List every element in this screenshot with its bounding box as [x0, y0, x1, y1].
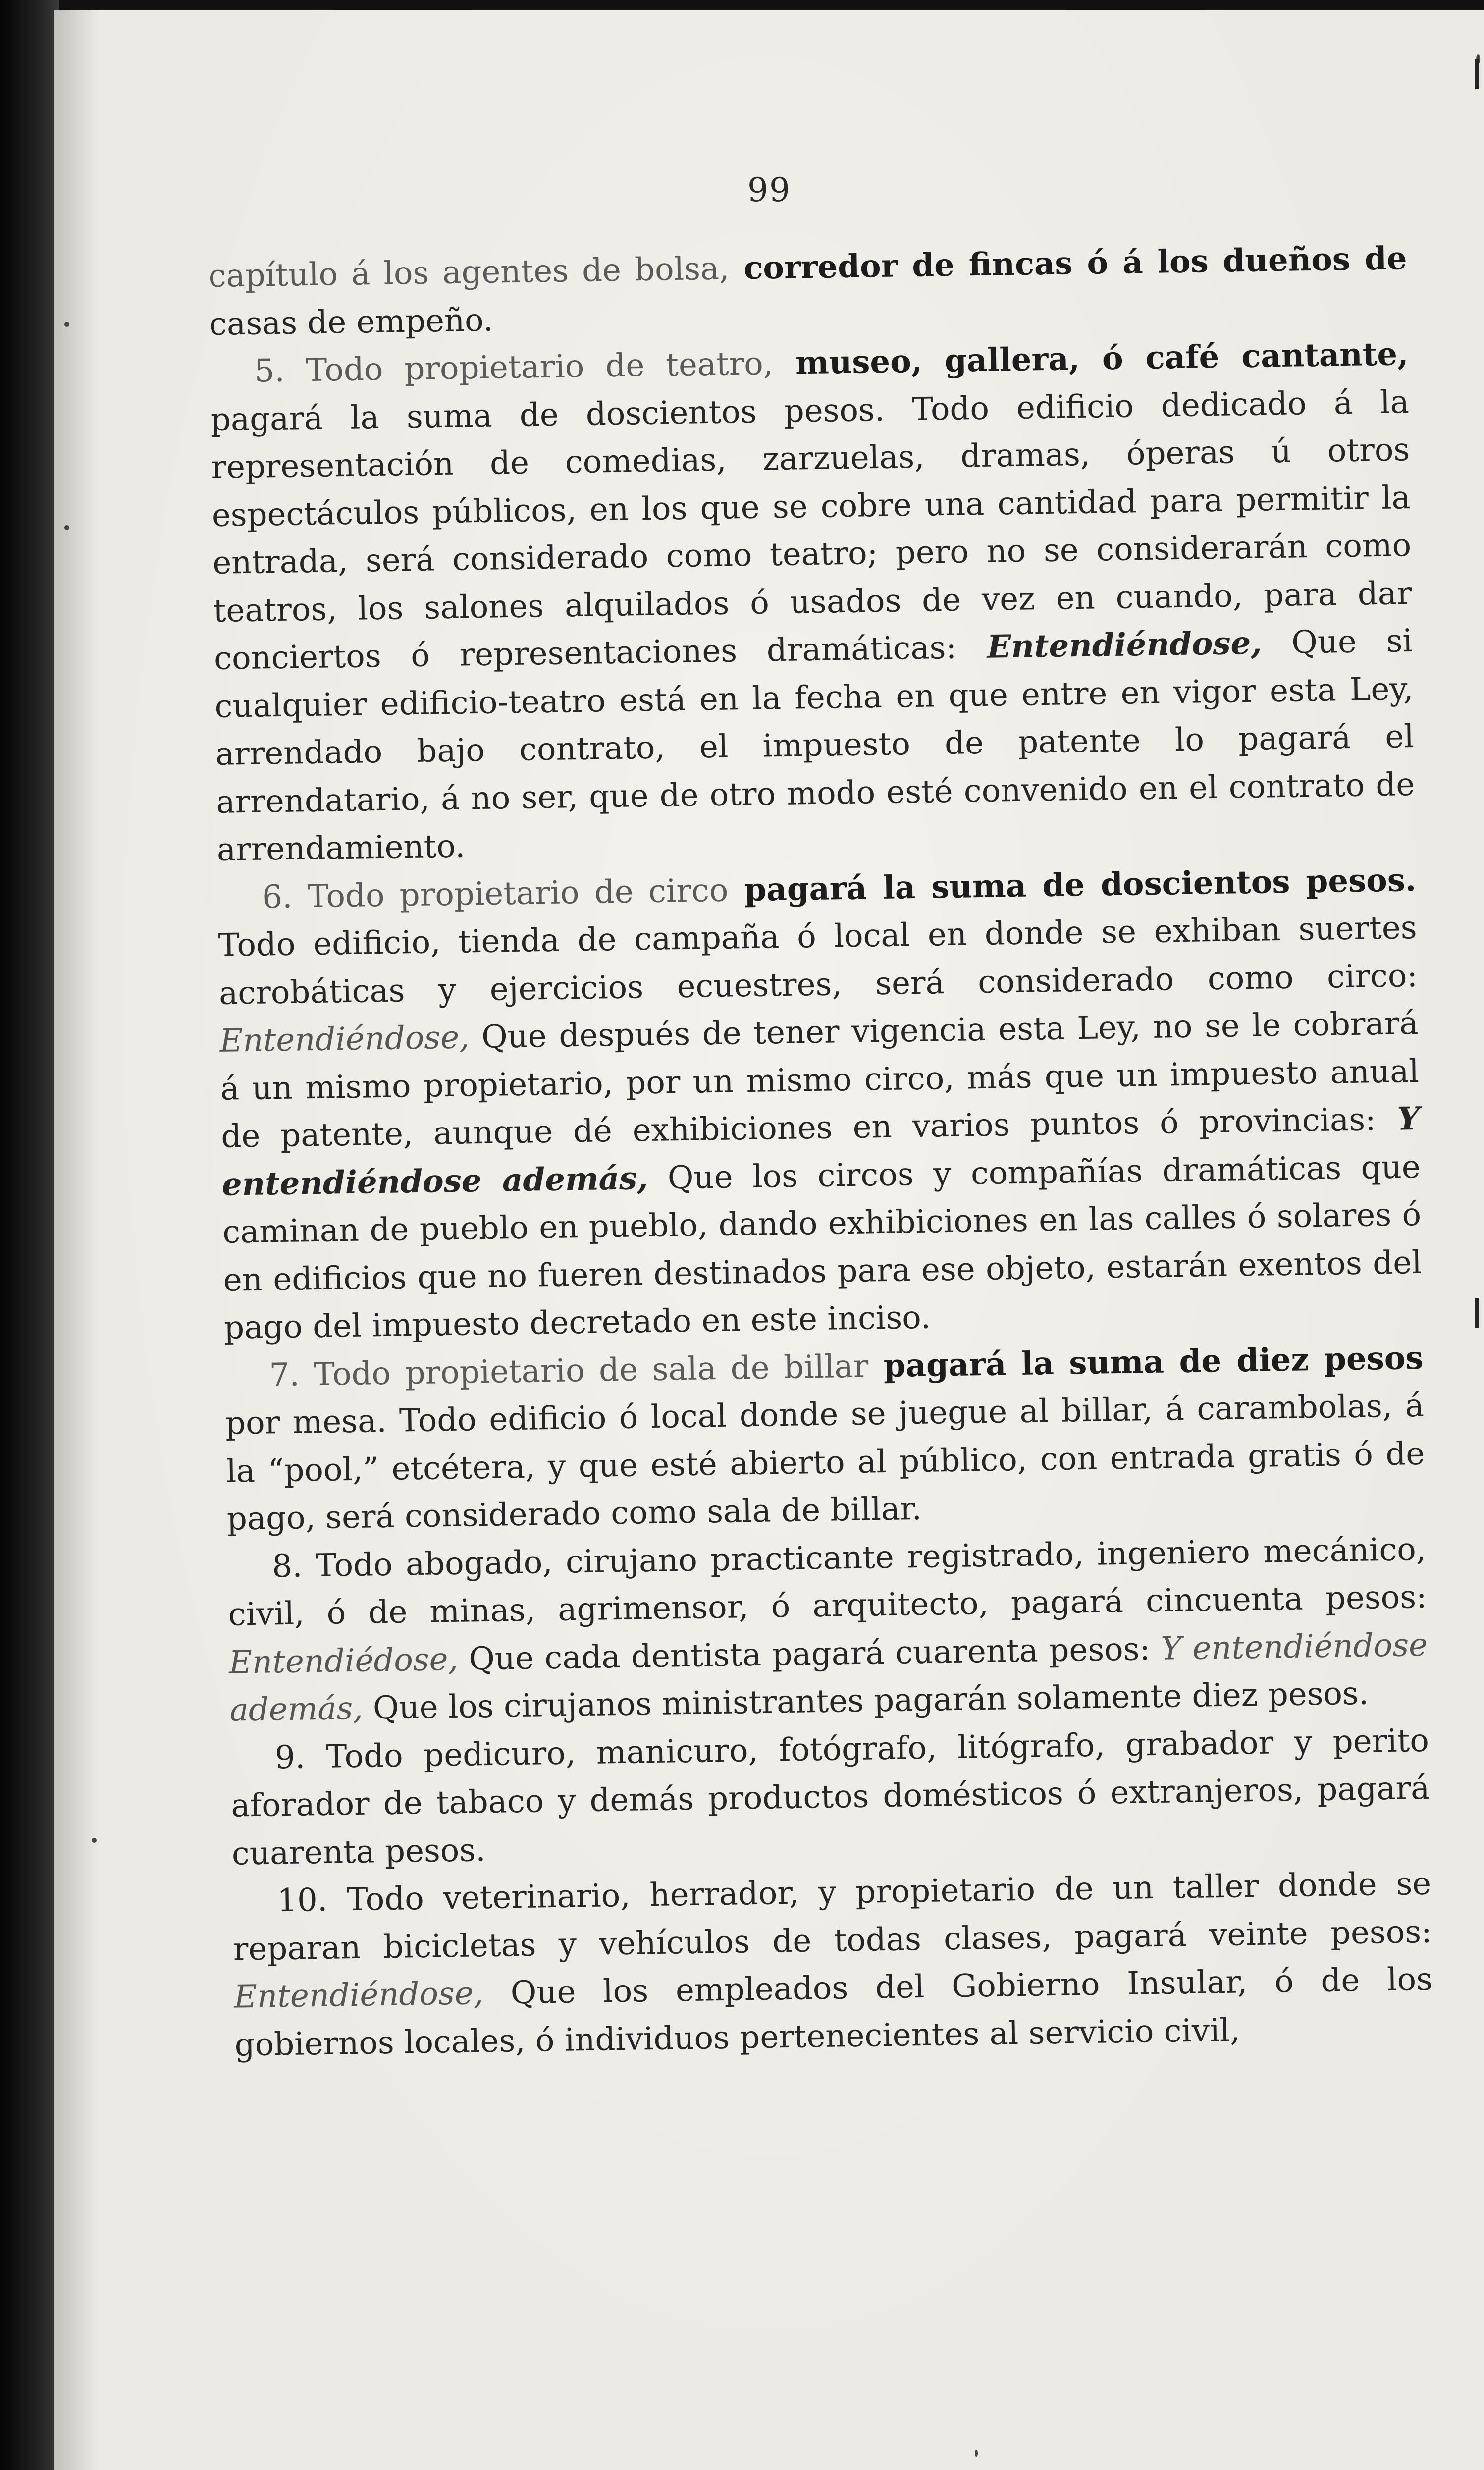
- paragraph-bold: pagará la suma de diez pesos: [868, 1339, 1424, 1385]
- page-number: 99: [747, 171, 791, 209]
- scan-speck: [64, 322, 69, 327]
- paragraph-text: Que cada dentista pagará cuarenta pesos:: [458, 1630, 1151, 1678]
- scan-speck: [975, 2450, 978, 2457]
- paragraph-italic: Entendiéndose,: [219, 1019, 470, 1060]
- paragraph-text: pagará la suma de doscientos pesos. Todo edificio dedicado á la representación de comedias, zarzuelas, dramas, óperas ú otros espectáculos públicos, en los que se cobre una cantidad para permitir la entrada, será considerado como teatro; pero no se considerarán como teatros, los salones alquilados ó usados de vez en cuando, para dar conciertos ó representaciones dramáticas:: [210, 383, 1413, 677]
- paragraph-lead: 5. Todo propietario de teatro,: [254, 345, 774, 390]
- paragraph-text: Todo edificio, tienda de campaña ó local en donde se exhiban suertes acrobáticas y ejercicios ecuestres, será considerado como circo:: [218, 909, 1418, 1012]
- paragraph-10: [232, 1860, 1433, 2069]
- paragraph-8: [227, 1525, 1429, 1734]
- paragraph-lead: 10. Todo veterinario, herrador, y propietario de un taller donde se reparan bicicletas y vehículos de todas clases, pagará veinte pesos:: [233, 1865, 1432, 1968]
- scan-speck: [64, 525, 69, 530]
- paragraph-bold: museo, gallera, ó café cantante,: [773, 335, 1409, 382]
- paragraph-bold: corredor de fincas ó á los dueños de: [729, 240, 1408, 287]
- paragraph-lead: 8. Todo abogado, cirujano practicante registrado, ingeniero mecánico, civil, ó de minas, agrimensor, ó arquitecto, pagará cincuenta pesos:: [228, 1531, 1428, 1633]
- paragraph-text: Que si cualquier edificio-teatro está en la fecha en que entre en vigor esta Ley, arrendado bajo contrato, el impuesto de patente lo pagará el arrendatario, á no ser, que de otro modo esté convenido en el contrato de arrendamiento.: [214, 623, 1415, 868]
- paragraph-text: Que los cirujanos ministrantes pagarán solamente diez pesos.: [363, 1675, 1369, 1727]
- paragraph-9: [230, 1717, 1431, 1878]
- paragraph-text: Que los circos y compañías dramáticas que caminan de pueblo en pueblo, dando exhibiciones en las calles ó solares ó en edificios que no fueren destinados para ese objeto, estarán exentos del pago del impuesto decretado en este inciso.: [222, 1148, 1423, 1346]
- scan-right-mark: [1475, 1298, 1479, 1328]
- paragraph-bold: pagará la suma de doscientos pesos.: [728, 861, 1417, 909]
- scan-right-mark: [1475, 59, 1479, 89]
- paragraph-text: por mesa. Todo edificio ó local donde se juegue al billar, á carambolas, á la “pool,” etcétera, y que esté abierto al público, con entrada gratis ó de pago, será considerado como sala de billar.: [225, 1387, 1425, 1538]
- scan-speck: [92, 1838, 97, 1843]
- paragraph-lead: 6. Todo propietario de circo: [262, 872, 729, 916]
- body-text: [208, 235, 1433, 2069]
- paragraph-lead: capítulo á los agentes de bolsa,: [208, 250, 730, 295]
- paragraph-continuation: [208, 235, 1408, 348]
- paragraph-text: Que los empleados del Gobierno Insular, ó de los gobiernos locales, ó individuos pertenecientes al servicio civil,: [234, 1961, 1433, 2064]
- paragraph-text: Que después de tener vigencia esta Ley, no se le cobrará á un mismo propietario, por un mismo circo, más que un impuesto anual de patente, aunque dé exhibiciones en varios puntos ó provincias:: [220, 1005, 1420, 1155]
- paragraph-text: casas de empeño.: [209, 301, 494, 343]
- paragraph-6: [217, 856, 1423, 1352]
- paragraph-lead: 9. Todo pedicuro, manicuro, fotógrafo, litógrafo, grabador y perito aforador de tabaco y demás productos domésticos ó extranjeros, pagará cuarenta pesos.: [230, 1722, 1430, 1873]
- paragraph-5: [210, 330, 1416, 874]
- document-page: [54, 10, 1484, 2470]
- paragraph-italic: Y entendiéndose además,: [221, 1100, 1420, 1203]
- paragraph-italic: Entendiéndose,: [956, 624, 1263, 666]
- paragraph-italic: Y entendiéndose además,: [229, 1626, 1428, 1729]
- paragraph-7: [224, 1334, 1426, 1543]
- paragraph-italic: Entendiédose,: [228, 1641, 459, 1681]
- scan-left-edge: [0, 0, 59, 2470]
- paragraph-italic: Entendiéndose,: [233, 1975, 484, 2016]
- paragraph-lead: 7. Todo propietario de sala de billar: [269, 1347, 869, 1394]
